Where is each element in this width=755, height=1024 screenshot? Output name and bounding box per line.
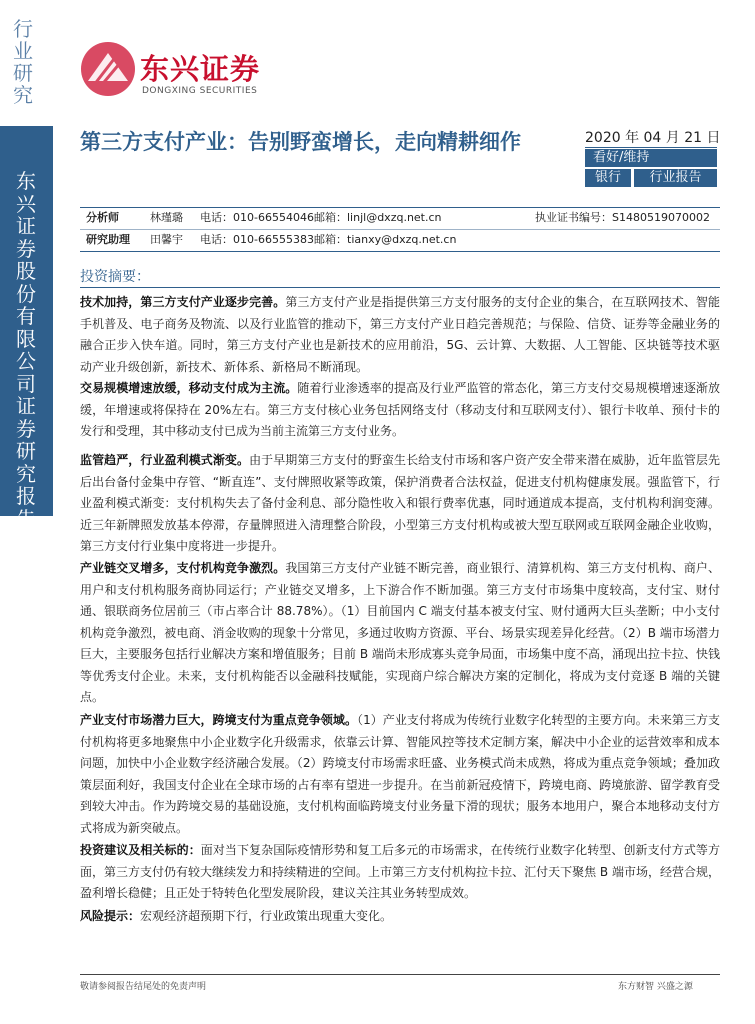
paragraph-lead: 监管趋严，行业盈利模式渐变。	[80, 453, 250, 467]
summary-paragraph	[80, 558, 720, 709]
sidebar-company-label: 东兴证券股份有限公司证券研究报告	[16, 169, 36, 531]
analyst-row	[80, 207, 720, 229]
divider	[80, 251, 720, 252]
company-logo	[80, 41, 280, 101]
paragraph-lead: 交易规模增速放缓，移动支付成为主流。	[80, 381, 298, 395]
logo-cn-text: 东兴证券	[140, 52, 261, 86]
paragraph-body: 我国第三方支付产业链不断完善，商业银行、清算机构、第三方支付机构、商户、用户和支付机构服务商协同运行；产业链交叉增多，上下游合作不断加强。第三方支付市场集中度较高，支付宝、财付通、银联商务位居前三（市占率合计 88.78%）。（1）目前国内 C 端支付基本被支付宝、财付通两大巨头垄断；中小支付机构竞争激烈，被电商、消金收购的现象十分常见，多通过收购方资源、平台、场景实现差异化经营。（2）B 端市场潜力巨大，主要服务包括行业解决方案和增值服务；目前 B 端尚未形成寡头竞争局面，市场集中度不高，涌现出拉卡拉、快钱等优秀支付企业。未来，支付机构能否以金融科技赋能，实现商户综合解决方案的定制化，将成为支付竞逐 B 端的关键点。	[80, 561, 720, 704]
summary-paragraph	[80, 378, 720, 443]
analyst-phone: 电话：010-66554046	[200, 211, 314, 224]
paragraph-lead: 投资建议及相关标的：	[80, 843, 201, 857]
summary-heading: 投资摘要：	[80, 269, 150, 285]
footer-disclaimer: 敬请参阅报告结尾处的免责声明	[80, 982, 207, 992]
summary-paragraph	[80, 710, 720, 839]
footer-slogan: 东方财智 兴盛之源	[618, 982, 693, 992]
assistant-phone: 电话：010-66555383	[200, 233, 314, 246]
paragraph-lead: 技术加持，第三方支付产业逐步完善。	[80, 295, 286, 309]
assistant-role: 研究助理	[86, 233, 130, 246]
footer-divider	[80, 974, 720, 975]
industry-tag: 银行	[585, 169, 631, 187]
analyst-license: 执业证书编号：S1480519070002	[535, 211, 710, 224]
report-type-tag: 行业报告	[634, 169, 717, 187]
analyst-email[interactable]: 邮箱：linjl@dxzq.net.cn	[314, 211, 442, 224]
assistant-email[interactable]: 邮箱：tianxy@dxzq.net.cn	[314, 233, 457, 246]
paragraph-body: 随着行业渗透率的提高及行业严监管的常态化，第三方支付交易规模增速逐渐放缓，年增速或将保持在 20%左右。第三方支付核心业务包括网络支付（移动支付和互联网支付）、银行卡收单、预付卡的发行和受理，其中移动支付已成为当前主流第三方支付业务。	[80, 381, 720, 438]
paragraph-lead: 产业支付市场潜力巨大，跨境支付为重点竞争领域。	[80, 713, 358, 727]
paragraph-body: 宏观经济超预期下行，行业政策出现重大变化。	[140, 909, 393, 923]
sidebar-category-label: 行业研究	[13, 17, 33, 107]
analyst-role: 分析师	[86, 211, 119, 224]
summary-paragraph	[80, 450, 720, 558]
analyst-name: 林瑾璐	[150, 211, 183, 224]
sidebar-company	[0, 126, 53, 531]
logo-en-text: DONGXING SECURITIES	[142, 86, 258, 96]
divider	[585, 147, 717, 148]
paragraph-body: 由于早期第三方支付的野蛮生长给支付市场和客户资产安全带来潜在威胁，近年监管层先后出台备付金集中存管、“断直连”、支付牌照收紧等政策，保护消费者合法权益，促进支付机构健康发展。强监管下，行业盈利模式渐变：支付机构失去了备付金利息、部分隐性收入和银行费率优惠，同时通道成本提高，支付机构利润变薄。近三年新牌照发放基本停滞，存量牌照进入清理整合阶段，小型第三方支付机构或被大型互联网或互联网金融企业收购，第三方支付行业集中度将进一步提升。	[80, 453, 720, 553]
assistant-name: 田馨宇	[150, 233, 183, 246]
summary-paragraph	[80, 840, 720, 905]
logo-mark-icon	[80, 41, 136, 97]
paragraph-body: （1）产业支付将成为传统行业数字化转型的主要方向。未来第三方支付机构将更多地聚焦中小企业数字化升级需求，依靠云计算、智能风控等技术定制方案，解决中小企业的运营效率和成本问题，加快中小企业数字经济融合发展。（2）跨境支付市场需求旺盛、业务模式尚未成熟，将成为重点竞争领域；叠加政策层面利好，我国支付企业在全球市场的占有率有望进一步提升。在当前新冠疫情下，跨境电商、跨境旅游、留学教育受到较大冲击。作为跨境交易的基础设施，支付机构面临跨境支付业务量下滑的现状；服务本地用户，聚合本地移动支付方式将成为新突破点。	[80, 713, 720, 835]
risk-paragraph	[80, 906, 720, 928]
rating-badge: 看好/维持	[585, 149, 717, 167]
sidebar-category	[0, 0, 53, 126]
paragraph-lead: 风险提示：	[80, 909, 141, 923]
paragraph-lead: 产业链交叉增多，支付机构竞争激烈。	[80, 561, 286, 575]
assistant-row	[80, 229, 720, 251]
paragraph-body: 面对当下复杂国际疫情形势和复工后多元的市场需求，在传统行业数字化转型、创新支付方式等方面，第三方支付仍有较大继续发力和持续精进的空间。上市第三方支付机构拉卡拉、汇付天下聚焦 B 端市场，经营合规，盈利增长稳健；且正处于特转色化型发展阶段，建议关注其业务转型成效。	[80, 843, 720, 900]
report-date: 2020 年 04 月 21 日	[585, 130, 721, 146]
summary-paragraph	[80, 292, 720, 378]
paragraph-body: 第三方支付产业是指提供第三方支付服务的支付企业的集合，在互联网技术、智能手机普及、电子商务及物流、以及行业监管的推动下，第三方支付产业日趋完善规范；与保险、信贷、证券等金融业务的融合正步入快车道。同时，第三方支付产业也是新技术的应用前沿，5G、云计算、大数据、人工智能、区块链等技术驱动产业升级创新，新技术、新体系、新格局不断涌现。	[80, 295, 720, 374]
report-title: 第三方支付产业：告别野蛮增长，走向精耕细作	[80, 130, 521, 154]
divider	[80, 287, 720, 288]
